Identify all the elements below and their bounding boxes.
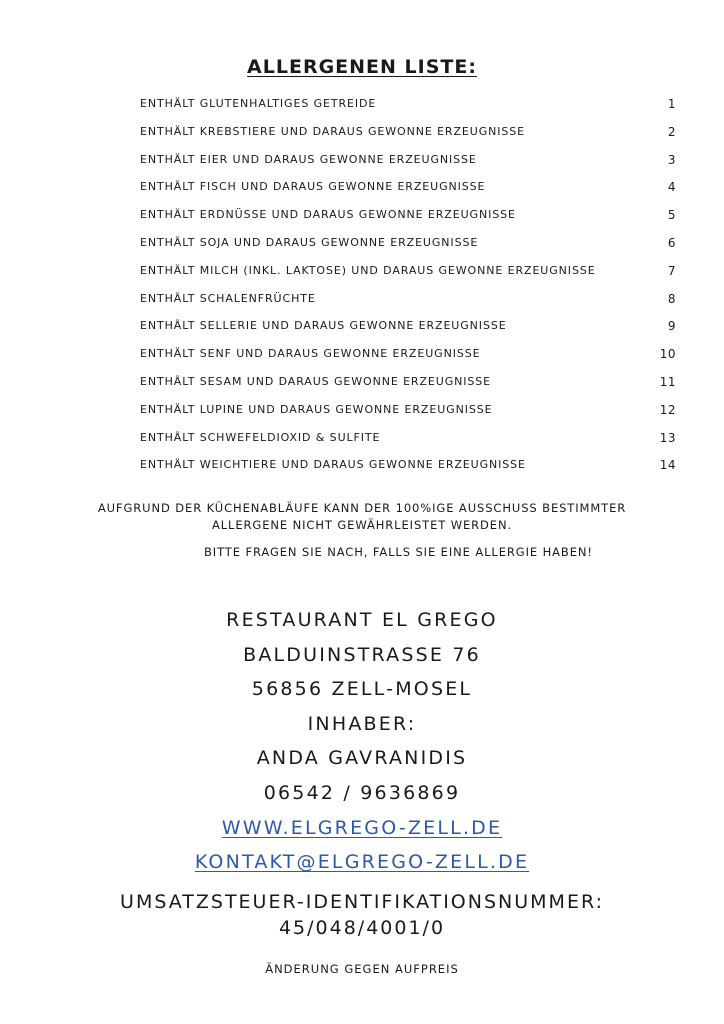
allergen-number: 11 — [659, 374, 676, 389]
allergen-name: ENTHÄLT KREBSTIERE UND DARAUS GEWONNE ERZEUGNISSE — [140, 124, 526, 138]
list-item — [140, 205, 676, 233]
allergen-name: ENTHÄLT SCHWEFELDIOXID & SULFITE — [140, 430, 381, 444]
allergy-question: BITTE FRAGEN SIE NACH, FALLS SIE EINE ALLERGIE HABEN! — [204, 545, 593, 559]
allergen-name: ENTHÄLT SESAM UND DARAUS GEWONNE ERZEUGNISSE — [140, 374, 492, 388]
allergen-name: ENTHÄLT WEICHTIERE UND DARAUS GEWONNE ERZEUGNISSE — [140, 458, 526, 472]
allergen-name: ENTHÄLT GLUTENHALTIGES GETREIDE — [140, 97, 377, 110]
footer-note: ÄNDERUNG GEGEN AUFPREIS — [265, 962, 459, 976]
allergen-name: ENTHÄLT SENF UND DARAUS GEWONNE ERZEUGNISSE — [140, 347, 481, 361]
list-item — [140, 177, 676, 205]
allergen-name: ENTHÄLT SELLERIE UND DARAUS GEWONNE ERZEUGNISSE — [140, 319, 507, 333]
allergen-number: 5 — [667, 208, 676, 223]
list-item — [140, 261, 676, 289]
allergen-number: 12 — [659, 402, 676, 417]
website-link[interactable]: WWW.ELGREGO-ZELL.DE — [221, 816, 503, 839]
list-item — [140, 400, 676, 428]
restaurant-name: RESTAURANT EL GREGO — [226, 609, 498, 631]
allergen-number: 10 — [659, 347, 676, 362]
list-item — [140, 372, 676, 400]
allergen-number: 1 — [667, 97, 676, 111]
allergen-name: ENTHÄLT EIER UND DARAUS GEWONNE ERZEUGNISSE — [140, 152, 477, 166]
allergen-name: ENTHÄLT MILCH (INKL. LAKTOSE) UND DARAUS GEWONNE ERZEUGNISSE — [140, 263, 596, 277]
allergen-list — [140, 94, 676, 483]
allergen-number: 13 — [659, 430, 676, 445]
allergen-number: 4 — [667, 180, 676, 195]
list-item — [140, 428, 676, 456]
allergen-number: 3 — [667, 152, 676, 167]
street-address: BALDUINSTRASSE 76 — [243, 643, 481, 666]
owner-label: INHABER: — [307, 712, 417, 735]
page-title: ALLERGENEN LISTE: — [247, 56, 477, 78]
notice-line-2: ALLERGENE NICHT GEWÄHRLEISTET WERDEN. — [211, 518, 513, 532]
kitchen-notice — [0, 500, 724, 534]
list-item — [140, 316, 676, 344]
allergen-name: ENTHÄLT LUPINE UND DARAUS GEWONNE ERZEUGNISSE — [140, 402, 493, 416]
list-item — [140, 344, 676, 372]
list-item — [140, 233, 676, 261]
vat-label: UMSATZSTEUER-IDENTIFIKATIONSNUMMER: — [120, 891, 604, 913]
allergen-number: 8 — [667, 291, 676, 306]
allergen-name: ENTHÄLT FISCH UND DARAUS GEWONNE ERZEUGNISSE — [140, 180, 486, 194]
email-link[interactable]: KONTAKT@ELGREGO-ZELL.DE — [194, 851, 530, 874]
phone-number: 06542 / 9636869 — [263, 781, 461, 804]
allergen-number: 9 — [667, 319, 676, 334]
allergen-name: ENTHÄLT SCHALENFRÜCHTE — [140, 291, 316, 305]
list-item — [140, 122, 676, 150]
allergen-number: 7 — [667, 263, 676, 278]
owner-name: ANDA GAVRANIDIS — [256, 747, 468, 770]
city-address: 56856 ZELL-MOSEL — [251, 678, 473, 701]
vat-number: 45/048/4001/0 — [278, 917, 446, 939]
contact-block — [0, 603, 724, 880]
list-item — [140, 455, 676, 483]
allergen-number: 2 — [667, 124, 676, 139]
notice-line-1: AUFGRUND DER KÜCHENABLÄUFE KANN DER 100%IGE AUSSCHUSS BESTIMMTER — [97, 501, 627, 515]
allergen-name: ENTHÄLT SOJA UND DARAUS GEWONNE ERZEUGNISSE — [140, 235, 479, 249]
list-item — [140, 94, 676, 122]
allergen-number: 14 — [659, 458, 676, 473]
list-item — [140, 289, 676, 317]
allergen-number: 6 — [667, 235, 676, 250]
list-item — [140, 150, 676, 178]
allergen-name: ENTHÄLT ERDNÜSSE UND DARAUS GEWONNE ERZEUGNISSE — [140, 208, 516, 222]
